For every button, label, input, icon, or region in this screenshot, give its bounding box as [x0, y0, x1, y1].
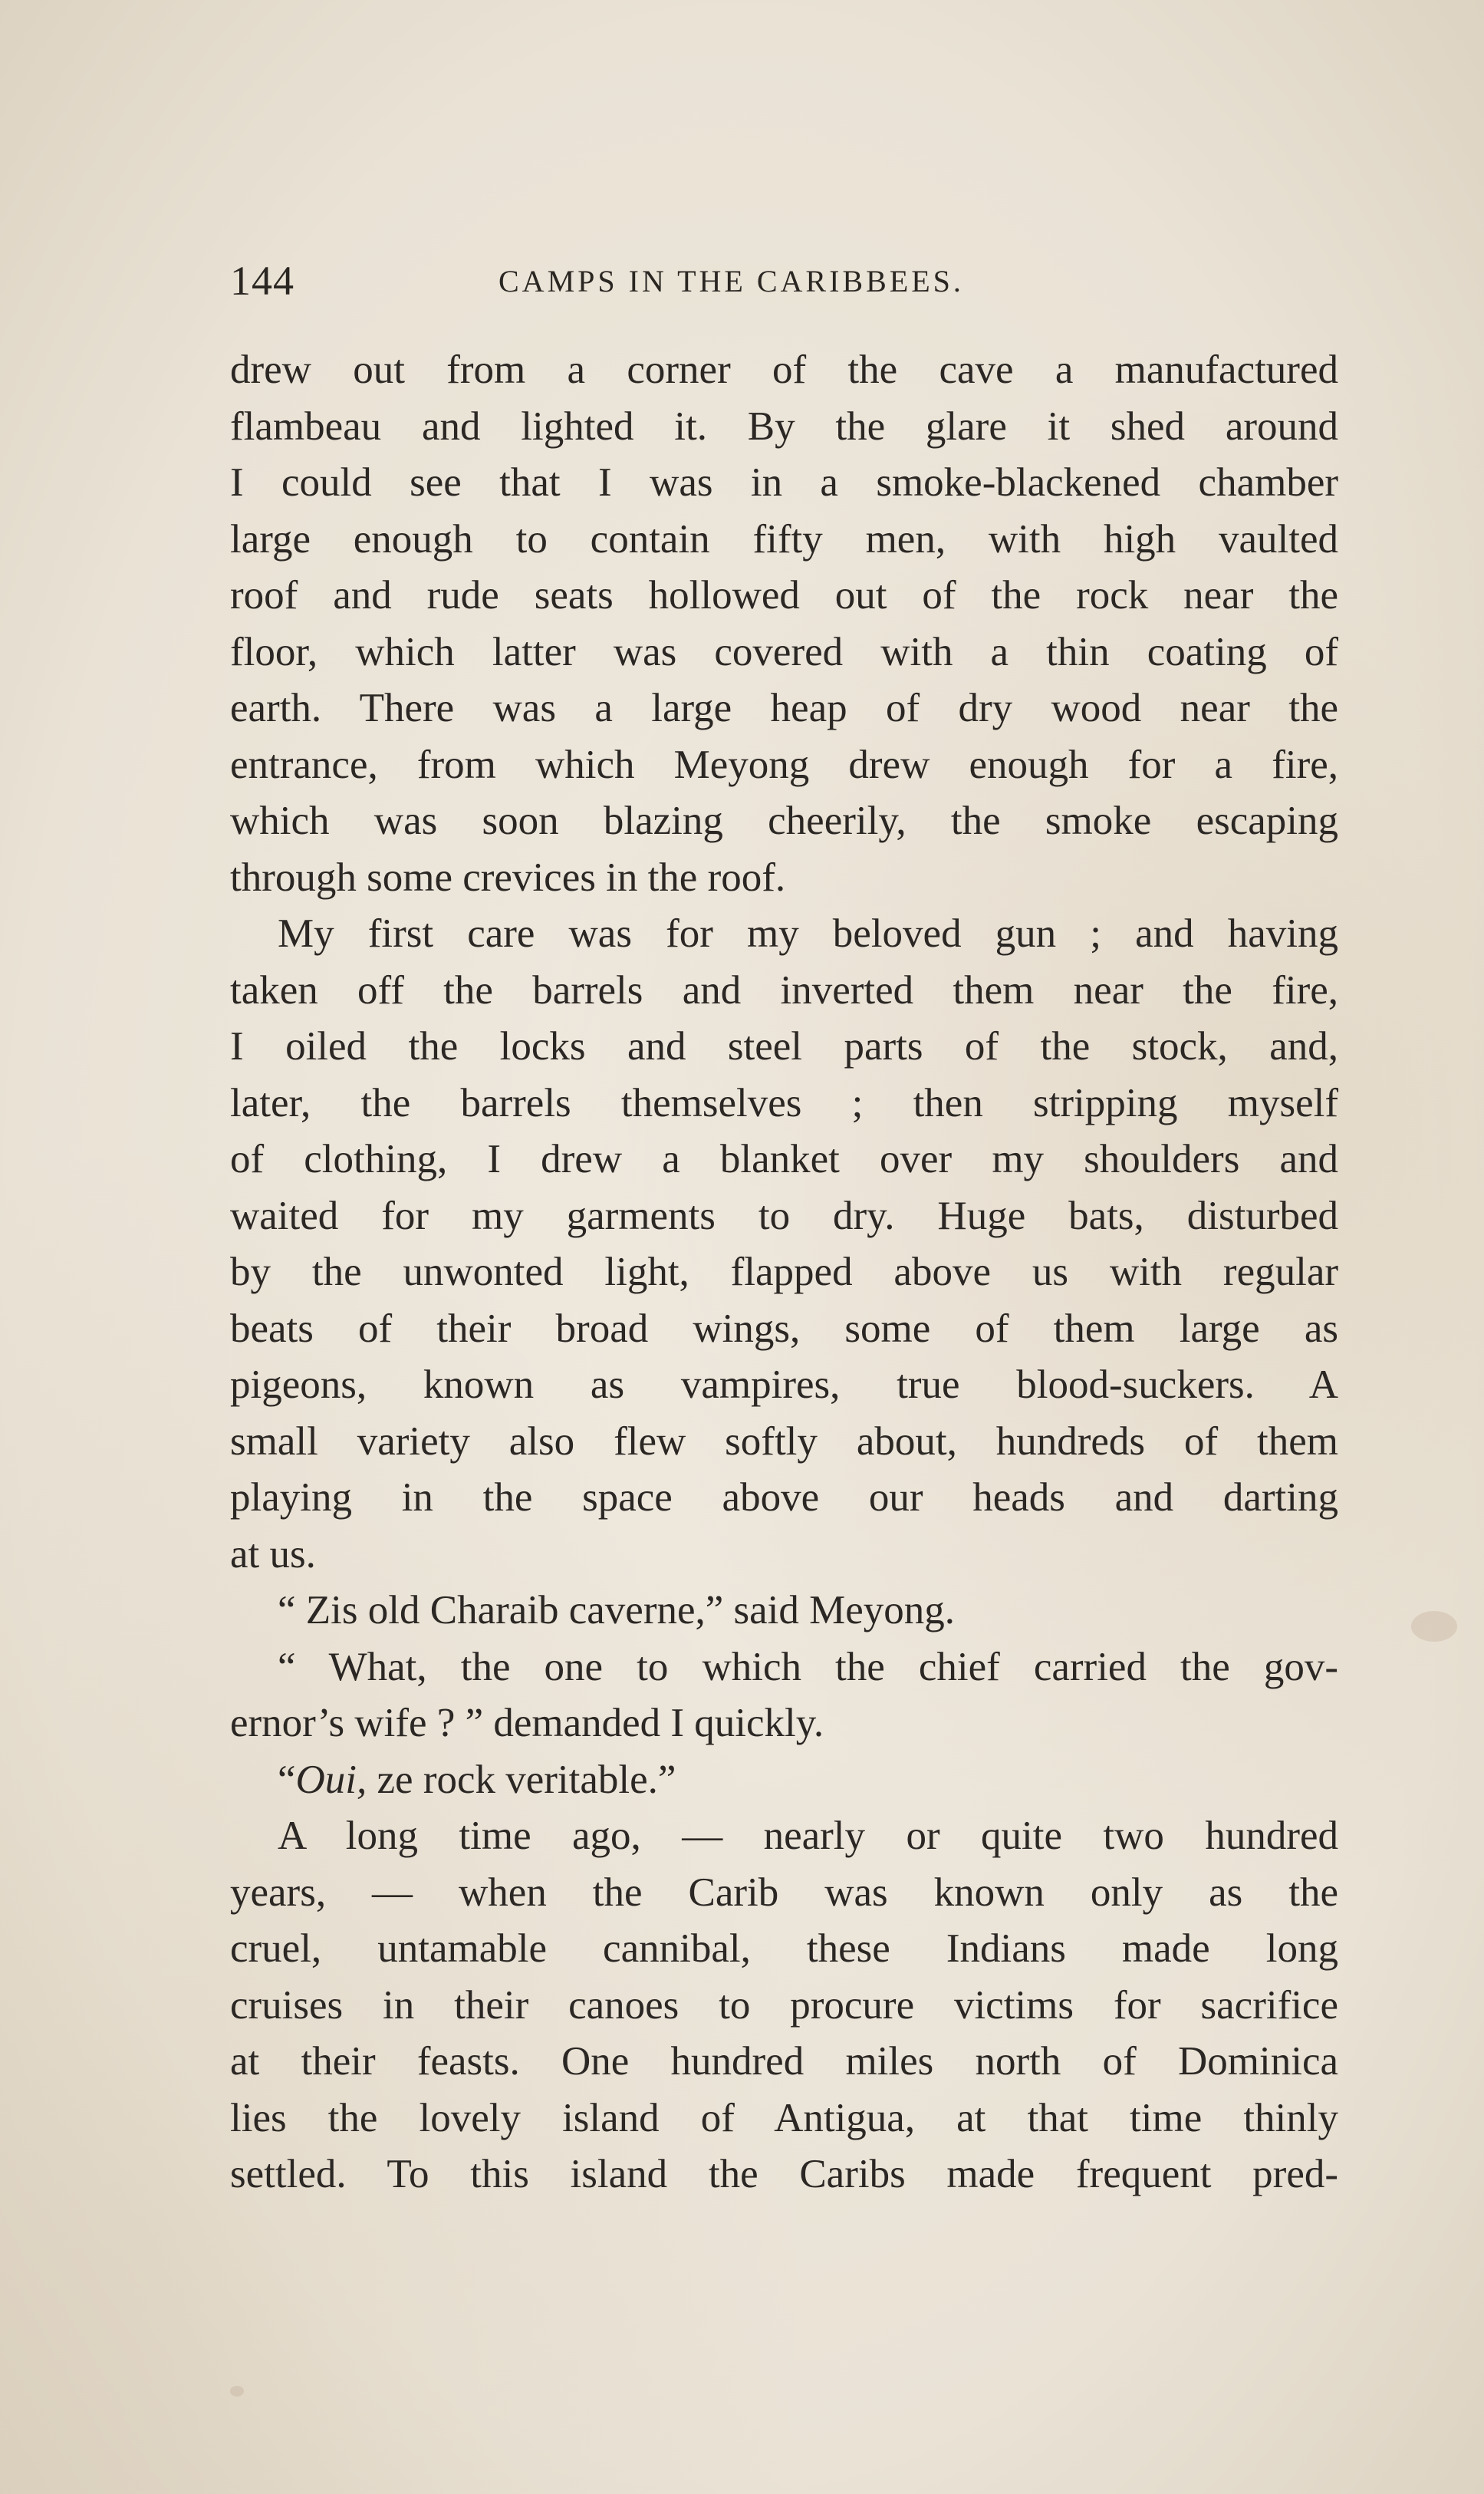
text-line: large enough to contain fifty men, with high vaulted: [230, 516, 1338, 562]
text-line: I oiled the locks and steel parts of the stock, and,: [230, 1024, 1338, 1069]
italic-word: Oui,: [295, 1757, 367, 1802]
text-line: cruel, untamable cannibal, these Indians made long: [230, 1926, 1338, 1971]
text-line: waited for my garments to dry. Huge bats, disturbed: [230, 1193, 1338, 1238]
text-line: lies the lovely island of Antigua, at that time thinly: [230, 2095, 1338, 2140]
text-line: I could see that I was in a smoke-blackened chamber: [230, 460, 1338, 505]
text-line: which was soon blazing cheerily, the smoke escaping: [230, 799, 1338, 843]
text-line: at us.: [230, 1531, 316, 1576]
text-line: ernor’s wife ? ” demanded I quickly.: [230, 1701, 824, 1745]
text-line: at their feasts. One hundred miles north of Dominica: [230, 2039, 1338, 2084]
text-line: earth. There was a large heap of dry wood near the: [230, 686, 1338, 730]
text-line: of clothing, I drew a blanket over my shoulders and: [230, 1137, 1338, 1181]
text-line: settled. To this island the Caribs made frequent pred-: [230, 2152, 1338, 2196]
text-line: small variety also flew softly about, hundreds of them: [230, 1418, 1338, 1464]
text-line: taken off the barrels and inverted them near the fire,: [230, 967, 1338, 1013]
body-text: [230, 342, 1338, 2203]
text-line: [230, 1752, 1338, 1809]
page-number: 144: [230, 258, 294, 304]
text-line: “ What, the one to which the chief carried the gov-: [278, 1644, 1338, 1689]
text-line: floor, which latter was covered with a thin coating of: [230, 629, 1338, 674]
text-line: later, the barrels themselves ; then stripping myself: [230, 1080, 1338, 1125]
text-line: roof and rude seats hollowed out of the rock near the: [230, 573, 1338, 618]
text-line: entrance, from which Meyong drew enough for a fire,: [230, 742, 1338, 787]
text-line: beats of their broad wings, some of them large as: [230, 1306, 1338, 1351]
page-header: [230, 257, 1342, 311]
paper-stain: [230, 2386, 244, 2397]
paper-stain: [1411, 1611, 1457, 1642]
text-line: flambeau and lighted it. By the glare it shed around: [230, 404, 1338, 449]
text-line: playing in the space above our heads and darting: [230, 1475, 1338, 1520]
running-head: CAMPS IN THE CARIBBEES.: [499, 264, 964, 298]
text-line: years, — when the Carib was known only as the: [230, 1870, 1338, 1915]
text-line: cruises in their canoes to procure victims for sacrifice: [230, 1982, 1338, 2028]
text-line: by the unwonted light, flapped above us with regular: [230, 1250, 1338, 1294]
open-quote: “: [278, 1757, 296, 1802]
text-line: drew out from a corner of the cave a manufactured: [230, 348, 1338, 392]
text-line: pigeons, known as vampires, true blood-suckers. A: [230, 1362, 1338, 1407]
text-line: through some crevices in the roof.: [230, 855, 786, 900]
text-line: “ Zis old Charaib caverne,” said Meyong.: [278, 1588, 956, 1632]
text-line: My first care was for my beloved gun ; and having: [278, 911, 1338, 956]
text-line: A long time ago, — nearly or quite two hundred: [278, 1814, 1338, 1858]
line-rest: ze rock veritable.”: [367, 1757, 676, 1802]
